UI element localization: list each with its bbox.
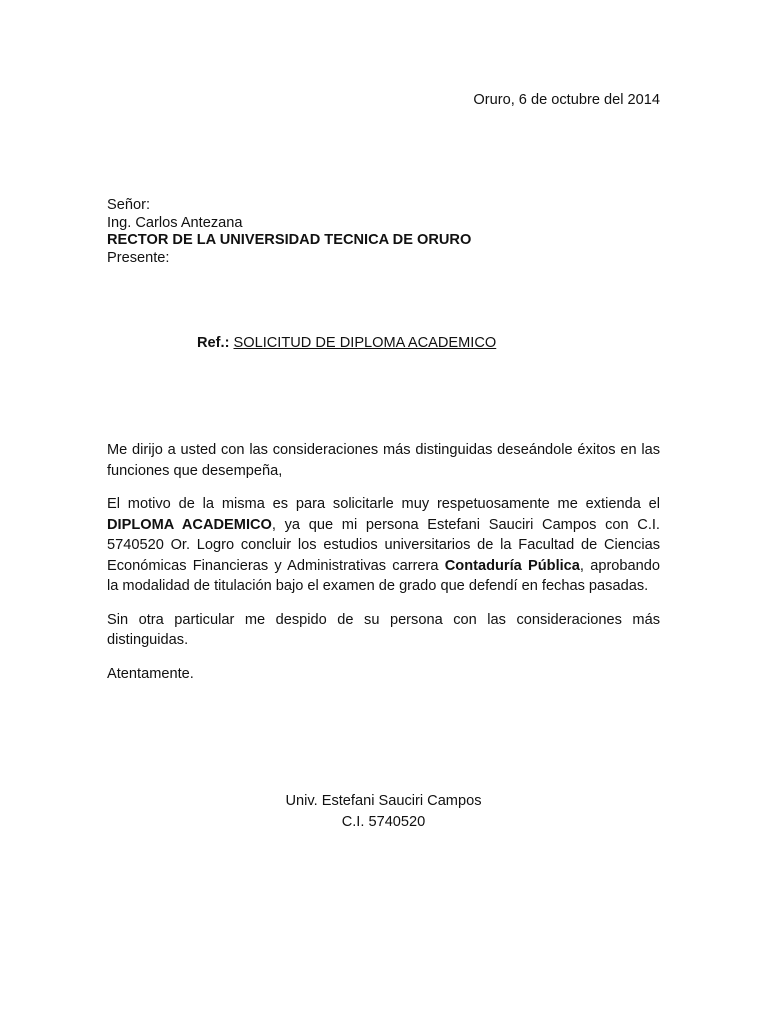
request-text-1: El motivo de la misma es para solicitarle muy respetuosamente me extienda el	[107, 496, 660, 512]
reference-line	[197, 334, 496, 352]
recipient-position: RECTOR DE LA UNIVERSIDAD TECNICA DE ORURO	[107, 232, 472, 248]
reference-subject: SOLICITUD DE DIPLOMA ACADEMICO	[233, 335, 497, 351]
request-bold-diploma: DIPLOMA ACADEMICO	[107, 516, 272, 533]
letter-body	[107, 440, 660, 697]
paragraph-request	[107, 494, 660, 597]
paragraph-farewell: Sin otra particular me despido de su persona con las consideraciones más distinguidas.	[107, 611, 660, 648]
signature-id: C.I. 5740520	[341, 813, 426, 830]
paragraph-greeting: Me dirijo a usted con las consideraciones más distinguidas deseándole éxitos en las funciones que desempeña,	[107, 442, 660, 479]
recipient-block	[107, 197, 471, 267]
recipient-salutation: Señor:	[107, 197, 150, 213]
signature-name: Univ. Estefani Sauciri Campos	[285, 793, 482, 809]
signature-block	[107, 791, 660, 832]
request-text-3: , aprobando la modalidad de titulación bajo el examen de grado que defendí en fechas pasadas.	[107, 557, 661, 594]
closing: Atentamente.	[107, 665, 194, 682]
letter-date: Oruro, 6 de octubre del 2014	[473, 92, 660, 108]
request-bold-career: Contaduría Pública	[444, 557, 580, 574]
reference-label: Ref.:	[197, 335, 230, 351]
recipient-name: Ing. Carlos Antezana	[107, 214, 243, 231]
recipient-presente: Presente:	[107, 249, 170, 266]
request-text-2: , ya que mi persona Estefani Sauciri Campos con C.I. 5740520 Or. Logro concluir los estudios universitarios de la Facultad de Ciencias Económicas Financieras y Administrativas carrera	[107, 516, 660, 574]
